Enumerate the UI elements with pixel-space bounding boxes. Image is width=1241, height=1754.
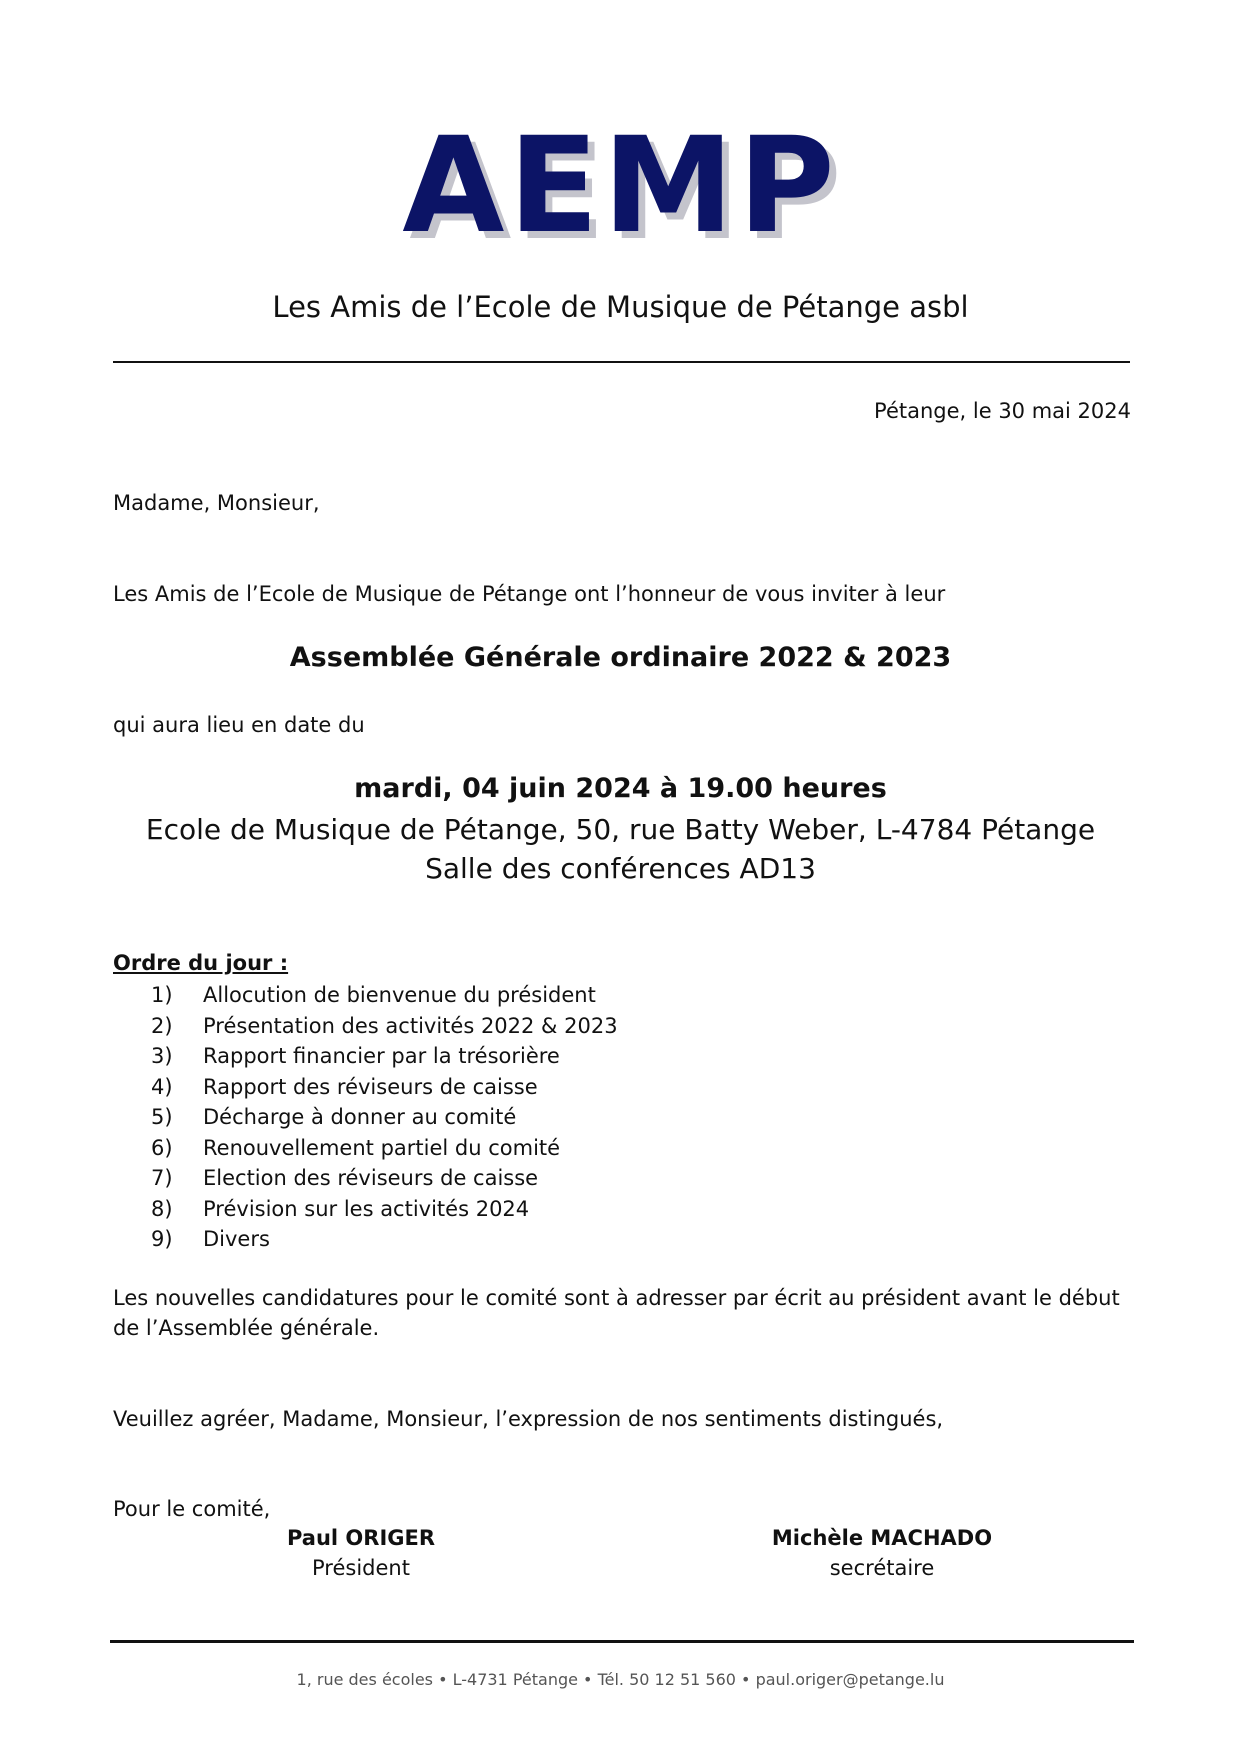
agenda-number: 9) bbox=[151, 1227, 173, 1252]
event-venue: Ecole de Musique de Pétange, 50, rue Batty Weber, L-4784 Pétange bbox=[145, 813, 1096, 846]
agenda-number: 2) bbox=[151, 1013, 173, 1038]
assembly-title: Assemblée Générale ordinaire 2022 & 2023 bbox=[289, 642, 952, 673]
header-divider bbox=[113, 361, 1130, 363]
agenda-text: Prévision sur les activités 2024 bbox=[203, 1196, 530, 1221]
agenda-item bbox=[113, 1011, 1013, 1042]
aemp-logo: AEMP bbox=[402, 109, 839, 263]
agenda-list bbox=[113, 980, 1013, 1255]
agenda-item bbox=[113, 1072, 1013, 1103]
agenda-number: 7) bbox=[151, 1166, 173, 1191]
agenda-text: Décharge à donner au comité bbox=[203, 1105, 517, 1130]
signer-role: secrétaire bbox=[829, 1556, 935, 1580]
agenda-text: Allocution de bienvenue du président bbox=[203, 983, 596, 1008]
agenda-number: 8) bbox=[151, 1196, 173, 1221]
agenda-item bbox=[113, 1102, 1013, 1133]
signer-role: Président bbox=[312, 1556, 410, 1580]
agenda-heading: Ordre du jour : bbox=[113, 951, 289, 975]
agenda-number: 6) bbox=[151, 1135, 173, 1160]
agenda-text: Election des réviseurs de caisse bbox=[203, 1166, 539, 1191]
agenda-text: Présentation des activités 2022 & 2023 bbox=[203, 1013, 618, 1038]
intro-paragraph: Les Amis de l’Ecole de Musique de Pétange ont l’honneur de vous inviter à leur bbox=[113, 582, 946, 606]
closing-formula: Veuillez agréer, Madame, Monsieur, l’expression de nos sentiments distingués, bbox=[113, 1407, 944, 1431]
signer-president bbox=[181, 1523, 541, 1583]
agenda-item bbox=[113, 1041, 1013, 1072]
agenda-text: Divers bbox=[203, 1227, 270, 1252]
footer-divider bbox=[110, 1640, 1134, 1643]
event-date: mardi, 04 juin 2024 à 19.00 heures bbox=[354, 773, 887, 804]
organization-name: Les Amis de l’Ecole de Musique de Pétange asbl bbox=[272, 290, 969, 324]
agenda-item bbox=[113, 1194, 1013, 1225]
signer-name: Michèle MACHADO bbox=[771, 1526, 993, 1550]
agenda-text: Rapport financier par la trésorière bbox=[203, 1044, 560, 1069]
event-room: Salle des conférences AD13 bbox=[425, 852, 816, 885]
agenda-number: 5) bbox=[151, 1105, 173, 1130]
agenda-item bbox=[113, 1224, 1013, 1255]
place-date: Pétange, le 30 mai 2024 bbox=[874, 399, 1131, 423]
salutation: Madame, Monsieur, bbox=[113, 491, 320, 515]
agenda-item bbox=[113, 1163, 1013, 1194]
agenda-item bbox=[113, 1133, 1013, 1164]
agenda-text: Rapport des réviseurs de caisse bbox=[203, 1074, 538, 1099]
agenda-number: 3) bbox=[151, 1044, 173, 1069]
agenda-number: 1) bbox=[151, 983, 173, 1008]
agenda-item bbox=[113, 980, 1013, 1011]
signer-name: Paul ORIGER bbox=[286, 1526, 436, 1550]
agenda-text: Renouvellement partiel du comité bbox=[203, 1135, 561, 1160]
candidatures-paragraph: Les nouvelles candidatures pour le comité sont à adresser par écrit au président avant le début de l’Assemblée générale. bbox=[113, 1286, 1120, 1340]
agenda-number: 4) bbox=[151, 1074, 173, 1099]
signer-secretary bbox=[702, 1523, 1062, 1583]
date-intro: qui aura lieu en date du bbox=[113, 713, 365, 737]
pour-le-comite: Pour le comité, bbox=[113, 1497, 271, 1521]
footer-contact: 1, rue des écoles • L-4731 Pétange • Tél. 50 12 51 560 • paul.origer@petange.lu bbox=[296, 1670, 945, 1689]
